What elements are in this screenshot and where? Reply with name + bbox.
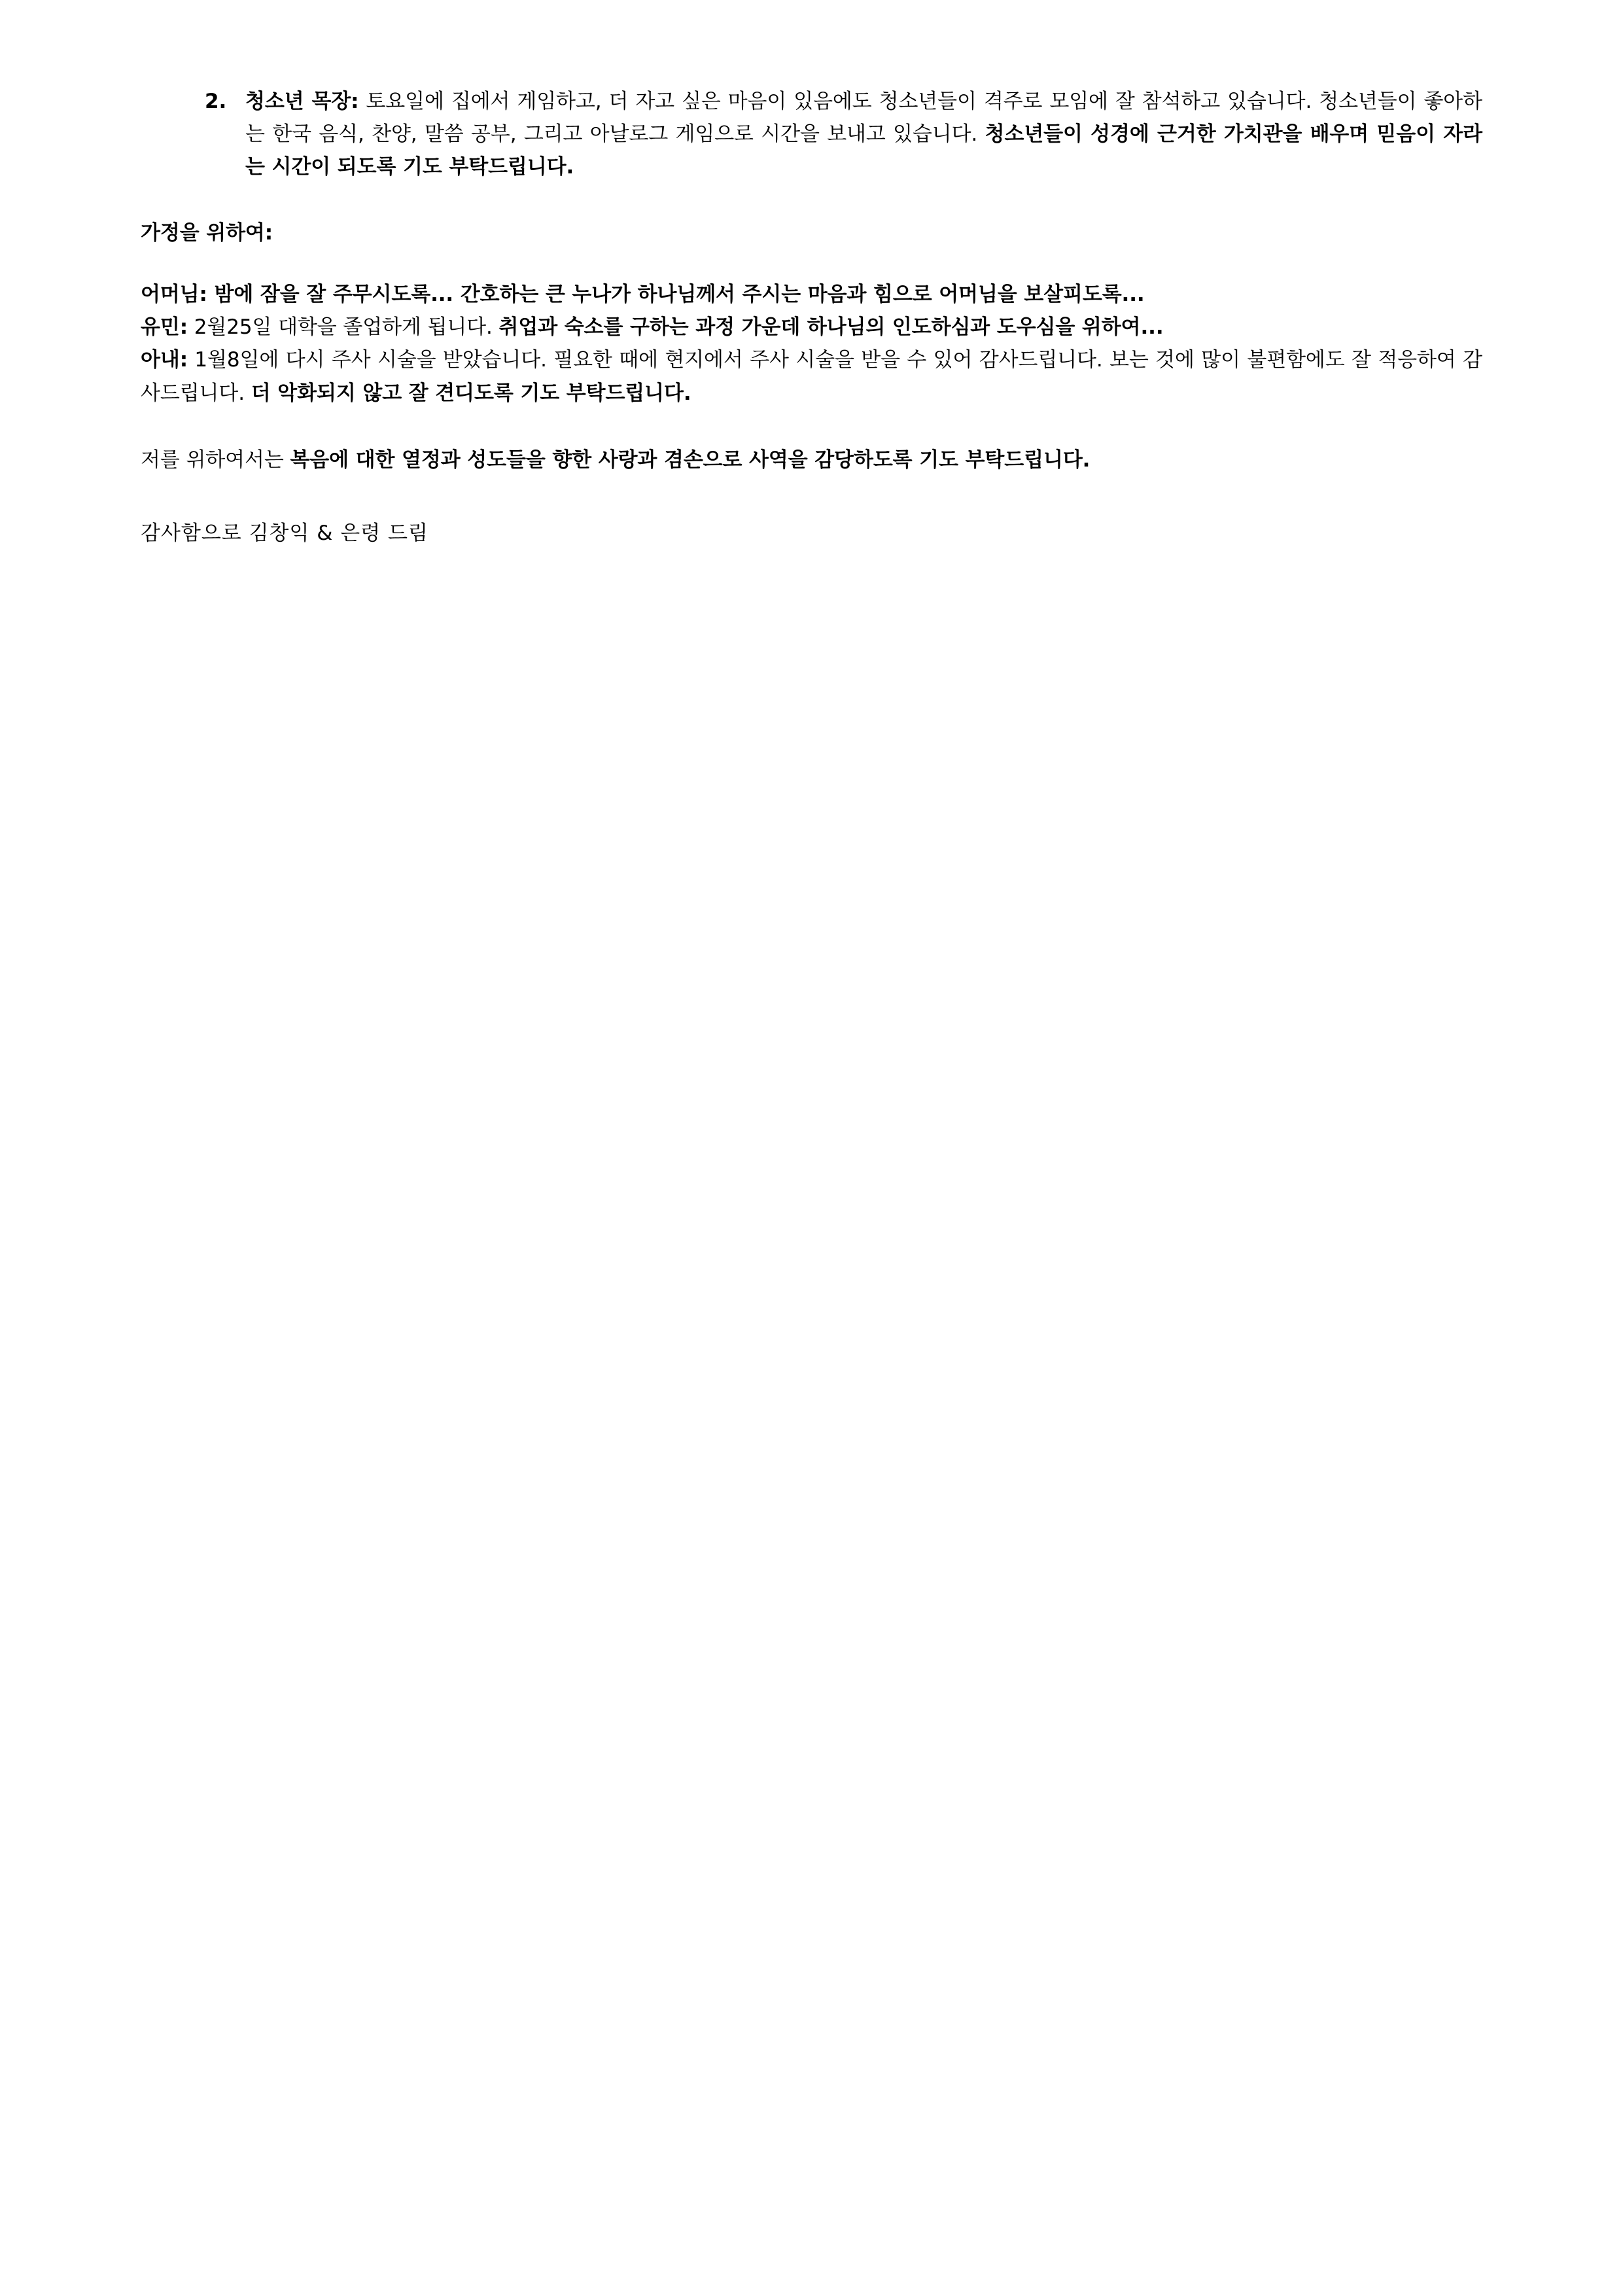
family-entry-text: 1월8일에 다시 주사 시술을 받았습니다. 필요한 때에 현지에서 주사 시술을 받을 수 있어 감사드립니다. 보는 것에 많이 불편함에도 잘 적응하여 감사드립니다. xyxy=(141,348,1482,405)
closing-signature: 감사함으로 김창익 & 은령 드림 xyxy=(141,521,428,545)
document-body xyxy=(141,85,1482,550)
list-item-emphasis: 청소년들이 성경에 근거한 가치관을 배우며 믿음이 자라는 시간이 되도록 기도 부탁드립니다. xyxy=(245,122,1482,179)
list-item-title: 청소년 목장: xyxy=(245,90,359,113)
family-section-heading: 가정을 위하여: xyxy=(141,221,273,245)
family-entry-emphasis: 취업과 숙소를 구하는 과정 가운데 하나님의 인도하심과 도우심을 위하여... xyxy=(498,315,1164,340)
family-entry-bold-text: 밤에 잠을 잘 주무시도록... 간호하는 큰 누나가 하나님께서 주시는 마음과 힘으로 어머님을 보살피도록... xyxy=(207,282,1145,306)
self-prayer-paragraph xyxy=(141,444,1482,476)
family-entry-label: 아내: xyxy=(141,348,188,372)
family-entry-wife xyxy=(141,344,1482,409)
list-item-marker: 2. xyxy=(205,90,227,113)
list-item xyxy=(205,85,1482,184)
family-prayer-block xyxy=(141,278,1482,410)
family-entry-yumin xyxy=(141,311,1482,344)
self-prayer-emphasis: 복음에 대한 열정과 성도들을 향한 사랑과 겸손으로 사역을 감당하도록 기도 부탁드립니다. xyxy=(290,448,1091,472)
family-entry-label: 유민: xyxy=(141,315,188,340)
self-prayer-text: 저를 위하여서는 xyxy=(141,448,290,472)
list-item-content xyxy=(245,85,1482,184)
family-entry-mother xyxy=(141,278,1482,311)
list-item-text: 토요일에 집에서 게임하고, 더 자고 싶은 마음이 있음에도 청소년들이 격주로 모임에 잘 참석하고 있습니다. 청소년들이 좋아하는 한국 음식, 찬양, 말씀 공부, 그리고 아날로그 게임으로 시간을 보내고 있습니다. xyxy=(245,90,1482,147)
family-entry-text: 2월25일 대학을 졸업하게 됩니다. xyxy=(188,315,499,340)
family-entry-label: 어머님: xyxy=(141,282,207,306)
paragraph-spacer xyxy=(141,410,1482,444)
family-entry-emphasis: 더 악화되지 않고 잘 견디도록 기도 부탁드립니다. xyxy=(251,381,691,405)
